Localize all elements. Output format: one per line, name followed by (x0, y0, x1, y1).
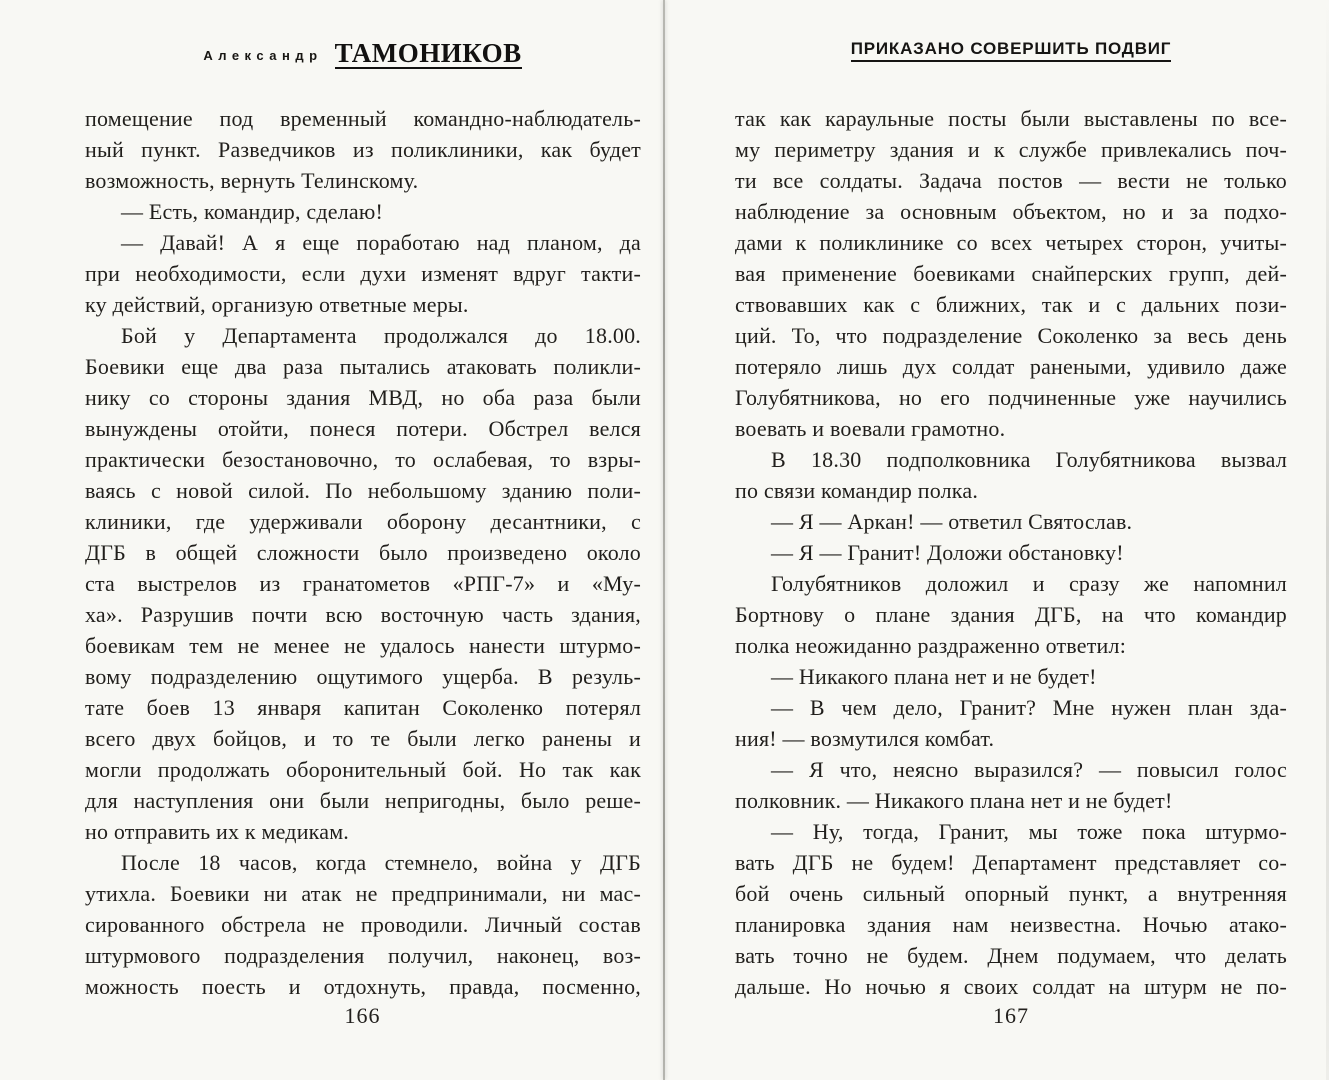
text-line: — Есть, командир, сделаю! (121, 199, 384, 224)
book-gutter-line (663, 0, 665, 1080)
text-line: — Никакого плана нет и не будет! (771, 664, 1097, 689)
text-line: ный пункт. Разведчиков из поликлиники, как будет (85, 137, 641, 162)
text-line: ста выстрелов из гранатометов «РПГ-7» и «Му- (85, 571, 641, 596)
page-number-left: 166 (344, 1003, 381, 1028)
text-line: полковник. — Никакого плана нет и не будет! (735, 788, 1173, 813)
text-line: наблюдение за основным объектом, но и за подхо- (735, 199, 1287, 224)
text-line: утихла. Боевики ни атак не предпринимали, ни мас- (85, 881, 641, 906)
text-line: В 18.30 подполковника Голубятникова вызвал (771, 447, 1287, 472)
paragraph (85, 103, 641, 196)
text-line: тате боев 13 января капитан Соколенко потерял (85, 695, 641, 720)
paragraph (85, 320, 641, 847)
text-line: всего двух бойцов, и то те были легко ранены и (85, 726, 641, 751)
left-page (0, 0, 664, 1080)
text-line: Боевики еще два раза пытались атаковать поликли- (85, 354, 641, 379)
text-line: так как караульные посты были выставлены по все- (735, 106, 1287, 131)
text-line: штурмового подразделения получил, наконец, воз- (85, 943, 641, 968)
text-line: му периметру здания и к службе привлекались поч- (735, 137, 1287, 162)
text-line: ния! — возмутился комбат. (735, 726, 995, 751)
text-line: сированного обстрела не проводили. Личный состав (85, 912, 641, 937)
text-line: Голубятникова, но его подчиненные уже научились (735, 385, 1287, 410)
text-line: ций. То, что подразделение Соколенко за весь день (735, 323, 1287, 348)
text-line: вать точно не будем. Днем подумаем, что делать (735, 943, 1287, 968)
text-line: ха». Разрушив почти всю восточную часть здания, (85, 602, 641, 627)
text-line: ку действий, организую ответные меры. (85, 292, 469, 317)
text-line: воевать и воевали грамотно. (735, 416, 1006, 441)
paragraph (735, 444, 1287, 506)
left-page-body (85, 103, 641, 1002)
right-page (667, 0, 1329, 1080)
text-line: — Я — Аркан! — ответил Святослав. (771, 509, 1133, 534)
paragraph (85, 196, 641, 227)
text-line: по связи командир полка. (735, 478, 979, 503)
text-line: могли продолжать оборонительный бой. Но так как (85, 757, 641, 782)
text-line: ваясь с новой силой. По небольшому зданию поли- (85, 478, 641, 503)
paragraph (735, 754, 1287, 816)
right-page-body (735, 103, 1287, 1002)
paragraph (735, 816, 1287, 1002)
text-line: для наступления они были непригодны, было реше- (85, 788, 641, 813)
paragraph (735, 568, 1287, 661)
text-line: практически безостановочно, то ослабевая, то взры- (85, 447, 641, 472)
text-line: боевикам тем не менее не удалось нанести штурмо- (85, 633, 641, 658)
text-line: ствовавших как с ближних, так и с дальних пози- (735, 292, 1287, 317)
text-line: вать ДГБ не будем! Департамент представляет со- (735, 850, 1287, 875)
text-line: вынуждены отойти, понеся потери. Обстрел велся (85, 416, 641, 441)
text-line: можность поесть и отдохнуть, правда, посменно, (85, 974, 641, 999)
paragraph (735, 103, 1287, 444)
text-line: потеряло лишь дух солдат ранеными, удивило даже (735, 354, 1287, 379)
text-line: После 18 часов, когда стемнело, война у ДГБ (121, 850, 641, 875)
text-line: ти все солдаты. Задача постов — вести не только (735, 168, 1287, 193)
text-line: но отправить их к медикам. (85, 819, 350, 844)
left-running-head (85, 40, 640, 69)
author-first-name: Александр (203, 48, 323, 63)
paragraph (735, 661, 1287, 692)
paragraph (85, 847, 641, 1002)
text-line: при необходимости, если духи изменят вдруг такти- (85, 261, 641, 286)
text-line: бой очень сильный опорный пункт, а внутренняя (735, 881, 1287, 906)
text-line: — Я — Гранит! Доложи обстановку! (771, 540, 1124, 565)
book-title-running-head: ПРИКАЗАНО СОВЕРШИТЬ ПОДВИГ (851, 40, 1172, 62)
paragraph (85, 227, 641, 320)
text-line: — Ну, тогда, Гранит, мы тоже пока штурмо- (771, 819, 1287, 844)
text-line: дами к поликлинике со всех четырех сторон, учиты- (735, 230, 1287, 255)
page-number-right: 167 (993, 1003, 1029, 1028)
text-line: полка неожиданно раздраженно ответил: (735, 633, 1127, 658)
text-line: — Давай! А я еще поработаю над планом, да (121, 230, 641, 255)
author-last-name: ТАМОНИКОВ (334, 38, 522, 68)
paragraph (735, 537, 1287, 568)
text-line: вому подразделению ощутимого ущерба. В резуль- (85, 664, 641, 689)
text-line: вая применение боевиками снайперских групп, дей- (735, 261, 1287, 286)
text-line: дальше. Но ночью я своих солдат на штурм не по- (735, 974, 1287, 999)
text-line: клиники, где удерживали оборону десантники, с (85, 509, 641, 534)
text-line: помещение под временный командно-наблюдатель- (85, 106, 641, 131)
text-line: — Я что, неясно выразился? — повысил голос (771, 757, 1287, 782)
text-line: — В чем дело, Гранит? Мне нужен план зда- (771, 695, 1287, 720)
paragraph (735, 692, 1287, 754)
paragraph (735, 506, 1287, 537)
text-line: Голубятников доложил и сразу же напомнил (771, 571, 1287, 596)
text-line: планировка здания нам неизвестна. Ночью атако- (735, 912, 1287, 937)
text-line: возможность, вернуть Телинскому. (85, 168, 419, 193)
text-line: ДГБ в общей сложности было произведено около (85, 540, 641, 565)
text-line: Бой у Департамента продолжался до 18.00. (121, 323, 641, 348)
text-line: нику со стороны здания МВД, но оба раза были (85, 385, 641, 410)
right-running-head (735, 40, 1287, 62)
text-line: Бортнову о плане здания ДГБ, на что командир (735, 602, 1287, 627)
